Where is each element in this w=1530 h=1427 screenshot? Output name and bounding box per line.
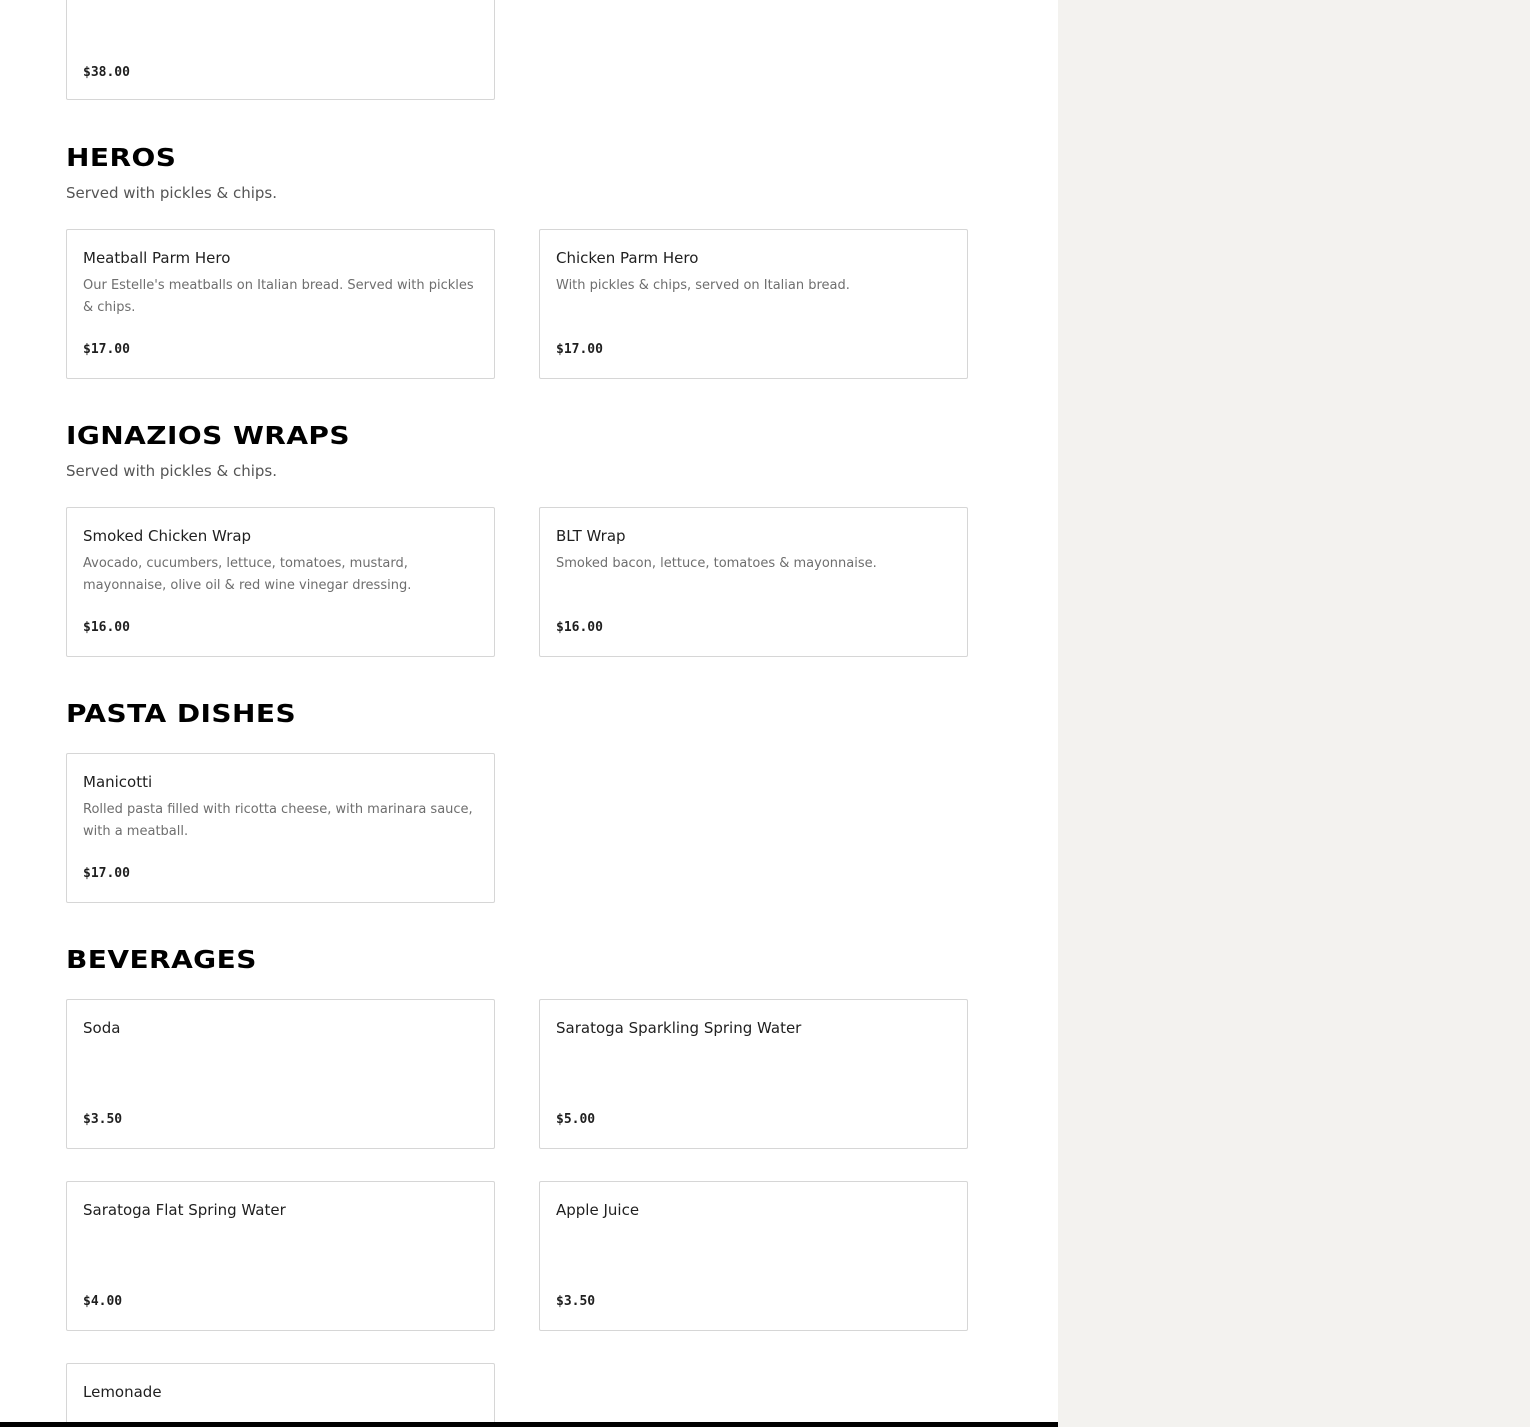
section-subtitle-heros: Served with pickles & chips. (66, 184, 277, 202)
item-name: Saratoga Sparkling Spring Water (556, 1019, 802, 1037)
item-price: $38.00 (83, 65, 130, 80)
order-side-panel (1058, 0, 1530, 1427)
item-name: Saratoga Flat Spring Water (83, 1201, 286, 1219)
item-price: $3.50 (83, 1112, 123, 1127)
menu-item-card[interactable] (66, 1181, 495, 1331)
item-name: Soda (83, 1019, 121, 1037)
item-price: $16.00 (83, 620, 130, 635)
bottom-bar (0, 1422, 1058, 1427)
menu-item-card[interactable] (66, 507, 495, 657)
item-description: Rolled pasta filled with ricotta cheese, with marinara sauce, with a meatball. (83, 802, 473, 839)
item-name: Manicotti (83, 773, 153, 791)
section-title-wraps: IGNAZIOS WRAPS (66, 421, 351, 450)
item-price: $17.00 (556, 342, 603, 357)
item-description: Our Estelle's meatballs on Italian bread. Served with pickles & chips. (83, 278, 474, 315)
section-subtitle-wraps: Served with pickles & chips. (66, 462, 277, 480)
item-name: Chicken Parm Hero (556, 249, 699, 267)
menu-item-card[interactable] (66, 753, 495, 903)
item-price: $5.00 (556, 1112, 596, 1127)
section-title-beverages: BEVERAGES (66, 945, 257, 974)
item-price: $16.00 (556, 620, 603, 635)
menu-item-card[interactable] (66, 1363, 495, 1427)
item-price: $3.50 (556, 1294, 596, 1309)
menu-item-card[interactable] (66, 999, 495, 1149)
item-price: $4.00 (83, 1294, 123, 1309)
menu-item-card[interactable] (66, 0, 495, 100)
item-name: Smoked Chicken Wrap (83, 527, 252, 545)
item-name: Lemonade (83, 1383, 162, 1401)
section-title-pasta: PASTA DISHES (66, 699, 297, 728)
section-title-heros: HEROS (66, 143, 177, 172)
menu-item-card[interactable] (539, 229, 968, 379)
menu-item-card[interactable] (539, 999, 968, 1149)
item-price: $17.00 (83, 342, 130, 357)
item-name: BLT Wrap (556, 527, 626, 545)
item-description: Avocado, cucumbers, lettuce, tomatoes, mustard, mayonnaise, olive oil & red wine vinegar dressing. (83, 556, 412, 593)
item-price: $17.00 (83, 866, 130, 881)
menu-item-card[interactable] (539, 1181, 968, 1331)
menu-item-card[interactable] (539, 507, 968, 657)
item-name: Meatball Parm Hero (83, 249, 231, 267)
item-description: Smoked bacon, lettuce, tomatoes & mayonnaise. (556, 556, 877, 571)
item-name: Apple Juice (556, 1201, 640, 1219)
menu-item-card[interactable] (66, 229, 495, 379)
item-description: With pickles & chips, served on Italian bread. (556, 278, 850, 293)
